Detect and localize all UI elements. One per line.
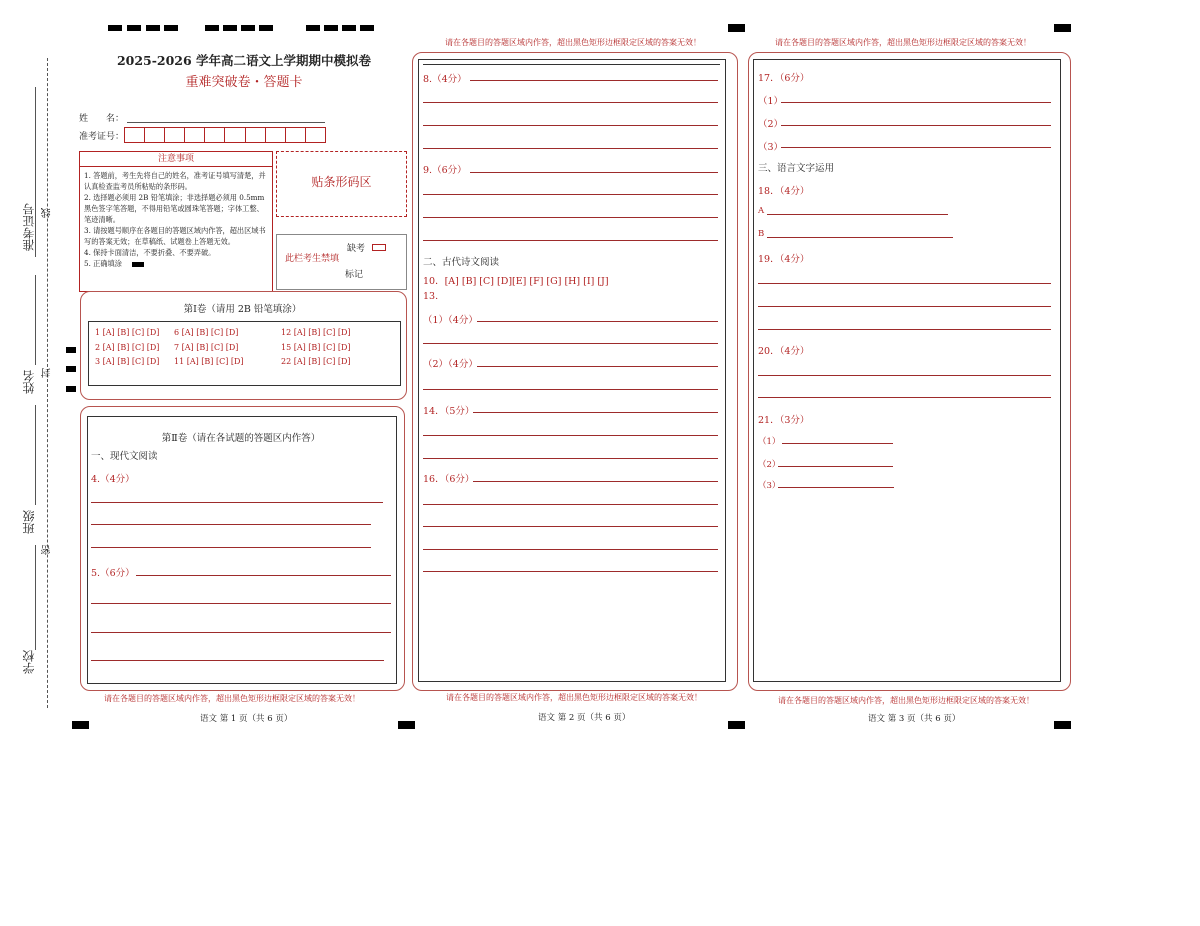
answer-line[interactable] [470,172,718,173]
side-label-mi: 密 [42,545,53,555]
answer-line[interactable] [423,240,718,241]
answer-line[interactable] [423,549,718,550]
answer-line[interactable] [477,366,718,367]
absent-label: 缺考 [347,244,366,254]
question-label: （2） [758,460,781,470]
question-label: （3） [758,481,781,491]
answer-line[interactable] [778,466,893,467]
digit-box[interactable] [205,127,225,143]
binding-line [47,58,48,708]
binding-line-short [35,405,36,505]
side-label-school: 学校 [22,650,36,674]
mcq-row[interactable]: 7 [A] [B] [C] [D] [174,343,239,352]
side-label-xian: 线 [42,208,53,218]
warning-text: 请在各题目的答题区域内作答，超出黑色矩形边框限定区域的答案无效！ [104,694,360,703]
barcode-label: 贴条形码区 [311,174,372,189]
correct-fill-sample [132,262,144,267]
question-label: （1） [758,96,784,107]
answer-line[interactable] [767,237,953,238]
answer-line[interactable] [423,343,718,344]
question-label: A [758,206,765,216]
answer-line[interactable] [423,389,718,390]
warning-text: 请在各题目的答题区域内作答，超出黑色矩形边框限定区域的答案无效！ [445,38,701,47]
name-label: 姓 名： [79,114,125,124]
answer-line[interactable] [423,571,718,572]
question-label: B [758,229,765,239]
notice-box [79,151,273,292]
page3-answer-box [753,59,1061,682]
timing-mark [72,721,89,729]
question-label: 4.（4分） [91,474,135,485]
notice-item: 1. 答题前，考生先将自己的姓名，准考证号填写清楚，并认真检查监考员所粘贴的条形码。 [84,171,266,191]
question-label: 5.（6分） [91,568,135,579]
answer-line[interactable] [767,214,948,215]
question-label: 8.（4分） [423,74,467,85]
mcq-row[interactable]: 15 [A] [B] [C] [D] [281,343,351,352]
answer-line[interactable] [91,547,371,548]
digit-box[interactable] [185,127,205,143]
timing-mark [241,25,255,31]
timing-mark [146,25,160,31]
digit-box[interactable] [165,127,185,143]
mcq-row[interactable]: 2 [A] [B] [C] [D] [95,343,160,352]
part1-title: 第Ⅰ卷（请用 2B 铅笔填涂） [183,304,302,315]
mcq-row[interactable]: 3 [A] [B] [C] [D] [95,357,160,366]
question-mcq[interactable]: 10．[A] [B] [C] [D][E] [F] [G] [H] [I] [J] [423,276,609,287]
page2-answer-box [418,59,726,682]
timing-mark [127,25,141,31]
notice-item: 4. 保持卡面清洁，不要折叠、不要弄破。 [84,248,216,257]
page-title: 2025-2026 学年高二语文上学期期中模拟卷 [116,53,372,68]
notice-item: 5. 正确填涂 [84,259,122,268]
name-field[interactable] [127,122,325,123]
side-label-class: 班级 [22,510,36,534]
answer-line[interactable] [758,375,1051,376]
timing-mark [108,25,122,31]
answer-line[interactable] [91,632,391,633]
binding-line-short [35,275,36,365]
notice-item: 3. 请按题号顺序在各题目的答题区域内作答，超出区域书写的答案无效；在草稿纸、试题卷上答题无效。 [84,226,266,246]
answer-line[interactable] [423,102,718,103]
section-heading: 一、现代文阅读 [91,451,158,462]
section-heading: 三、语言文字运用 [758,163,835,174]
digit-box[interactable] [286,127,306,143]
answer-line[interactable] [473,412,718,413]
timing-mark [1054,24,1071,32]
digit-box[interactable] [145,127,165,143]
mcq-row[interactable]: 6 [A] [B] [C] [D] [174,328,239,337]
question-label: 20．（4分） [758,346,810,357]
answer-line[interactable] [91,524,371,525]
question-label: （1） [758,437,781,447]
absent-mark: 标记 [345,270,364,280]
warning-text: 请在各题目的答题区域内作答，超出黑色矩形边框限定区域的答案无效！ [446,693,702,702]
question-label: （1）（4分） [423,315,478,326]
question-label: 16．（6分） [423,474,475,485]
timing-mark [66,366,76,372]
answer-line[interactable] [758,306,1051,307]
warning-text: 请在各题目的答题区域内作答，超出黑色矩形边框限定区域的答案无效！ [778,696,1034,705]
answer-line[interactable] [758,397,1051,398]
side-label-feng: 封 [42,368,53,378]
timing-mark [398,721,415,729]
timing-mark [728,721,745,729]
side-label-name: 姓名 [22,370,36,394]
exam-id-label: 准考证号： [79,132,125,142]
digit-box[interactable] [266,127,286,143]
digit-box[interactable] [124,127,145,143]
page-footer: 语文 第 1 页（共 6 页） [200,714,293,724]
notice-title: 注意事项 [80,152,272,167]
warning-text: 请在各题目的答题区域内作答，超出黑色矩形边框限定区域的答案无效！ [775,38,1031,47]
answer-line[interactable] [781,125,1051,126]
side-label-exam-no: 准考证号 [22,203,36,251]
top-rule [423,64,720,65]
barcode-area [276,151,407,217]
answer-line[interactable] [470,80,718,81]
question-label: 17．（6分） [758,73,810,84]
question-label: 21．（3分） [758,415,810,426]
binding-line-short [35,545,36,650]
answer-line[interactable] [473,481,718,482]
answer-line[interactable] [136,575,391,576]
answer-line[interactable] [423,125,718,126]
timing-mark [306,25,320,31]
absent-box [276,234,407,290]
question-label: （3） [758,142,784,153]
question-label: （2）（4分） [423,359,478,370]
digit-box[interactable] [225,127,245,143]
page-subtitle: 重难突破卷・答题卡 [185,75,303,90]
question-label: 13. [423,291,439,302]
question-label: 14．（5分） [423,406,475,417]
answer-line[interactable] [423,526,718,527]
answer-line[interactable] [423,194,718,195]
question-label: （2） [758,119,784,130]
answer-line[interactable] [477,321,718,322]
timing-mark [205,25,219,31]
timing-mark [259,25,273,31]
answer-line[interactable] [778,487,894,488]
answer-line[interactable] [91,603,391,604]
mcq-row[interactable]: 11 [A] [B] [C] [D] [174,357,244,366]
answer-line[interactable] [782,443,893,444]
timing-mark [360,25,374,31]
answer-line[interactable] [423,148,718,149]
notice-item: 2. 选择题必须用 2B 铅笔填涂；非选择题必须用 0.5mm 黑色签字笔答题，不得用铅笔或圆珠笔答题；字体工整、笔迹清晰。 [84,193,265,224]
page-footer: 语文 第 2 页（共 6 页） [538,713,631,723]
answer-line[interactable] [758,283,1051,284]
absent-forbid: 此栏考生禁填 [285,254,340,264]
exam-id-boxes[interactable] [124,127,326,143]
timing-mark [1054,721,1071,729]
timing-mark [164,25,178,31]
timing-mark [342,25,356,31]
timing-mark [66,347,76,353]
answer-line[interactable] [423,435,718,436]
timing-mark [728,24,745,32]
answer-line[interactable] [758,329,1051,330]
page-footer: 语文 第 3 页（共 6 页） [868,714,961,724]
mcq-row[interactable]: 1 [A] [B] [C] [D] [95,328,160,337]
answer-line[interactable] [423,504,718,505]
answer-line[interactable] [423,217,718,218]
answer-line[interactable] [781,147,1051,148]
timing-mark [324,25,338,31]
digit-box[interactable] [246,127,266,143]
answer-line[interactable] [91,660,384,661]
mcq-row[interactable]: 22 [A] [B] [C] [D] [281,357,351,366]
timing-mark [66,386,76,392]
digit-box[interactable] [306,127,326,143]
answer-line[interactable] [423,458,718,459]
answer-line[interactable] [781,102,1051,103]
timing-mark [223,25,237,31]
question-label: 18．（4分） [758,186,810,197]
section-heading: 二、古代诗文阅读 [423,257,500,268]
mcq-row[interactable]: 12 [A] [B] [C] [D] [281,328,351,337]
question-label: 9.（6分） [423,165,467,176]
answer-line[interactable] [91,502,383,503]
question-label: 19．（4分） [758,254,810,265]
part2-title: 第Ⅱ卷（请在各试题的答题区内作答） [161,433,321,444]
absent-checkbox[interactable] [372,244,386,251]
